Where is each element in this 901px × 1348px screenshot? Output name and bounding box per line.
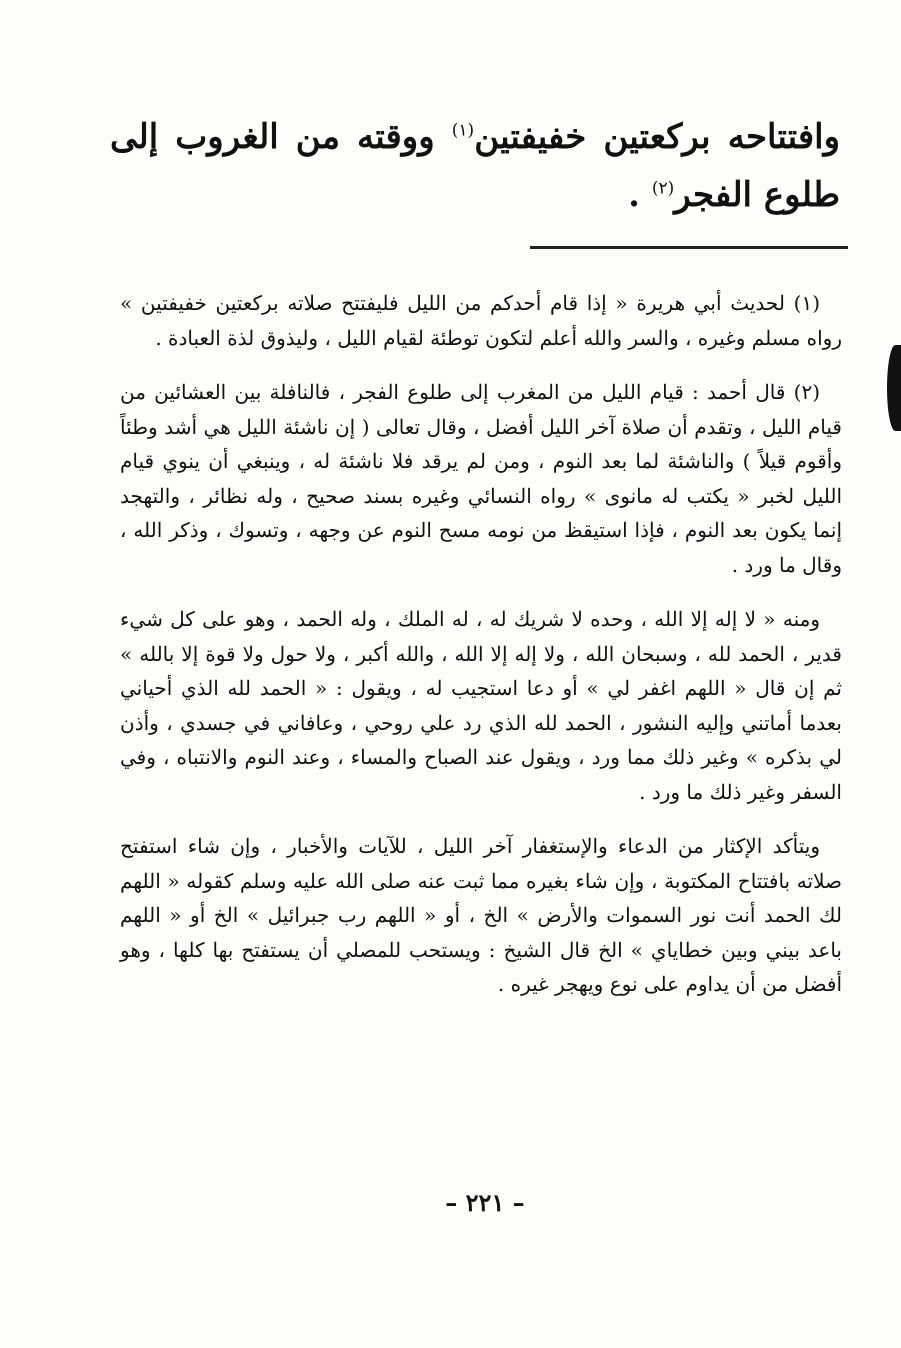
footnote-ref-2: (٢) (651, 178, 675, 199)
footnote-1: (١) لحديث أبي هريرة « إذا قام أحدكم من الليل فليفتتح صلاته بركعتين خفيفتين » رواه مسلم وغيره ، والسر والله أعلم لتكون توطئة لقيام الليل ، وليذوق لذة العبادة . (120, 291, 842, 350)
binding-mark (887, 345, 901, 431)
footnote-ref-1: (١) (451, 120, 475, 141)
main-text-part-2: ووقته من الغروب إلى طلوع الفجر (110, 117, 840, 215)
main-text-part-1: وافتتاحه بركعتين خفيفتين (474, 117, 840, 157)
footnote-paragraph-3: ومنه « لا إله إلا الله ، وحده لا شريك له ، له الملك ، وله الحمد ، وهو على كل شيء قدير ، الحمد لله ، وسبحان الله ، ولا إله إلا الله ، والله أكبر ، ولا حول ولا قوة إلا بالله » ثم إن قال « اللهم اغفر لي » أو دعا استجيب له ، ويقول : « الحمد لله الذي أحياني بعدما أماتني وإليه النشور ، الحمد لله الذي رد علي روحي ، وعافاني في جسدي ، وأذن لي بذكره » وغير ذلك مما ورد ، ويقول عند الصباح والمساء ، وعند النوم والانتباه ، وفي السفر وغير ذلك ما ورد . (120, 607, 842, 804)
footnote-2: (٢) قال أحمد : قيام الليل من المغرب إلى طلوع الفجر ، فالنافلة بين العشائين من قيام الليل ، وتقدم أن صلاة آخر الليل أفضل ، وقال تعالى ( إن ناشئة الليل هي أشد وطئاً وأقوم قيلاً ) والناشئة لما بعد النوم ، ومن لم يرقد فلا ناشئة له ، وينبغي أن ينوي قيام الليل لخبر « يكتب له مانوى » رواه النسائي وغيره بسند صحيح ، وله نظائر ، والتهجد إنما يكون بعد النوم ، فإذا استيقظ من نومه مسح النوم عن وجهه ، وتسوك ، وذكر الله ، وقال ما ورد . (120, 380, 842, 577)
main-text (110, 108, 840, 224)
main-paragraph (110, 108, 840, 224)
main-text-end: . (628, 175, 652, 215)
footnotes (120, 286, 842, 1022)
page-number: – ٢٢١ – (445, 1188, 525, 1217)
footnote-paragraph-4: ويتأكد الإكثار من الدعاء والإستغفار آخر الليل ، للآيات والأخبار ، وإن شاء استفتح صلاته بافتتاح المكتوبة ، وإن شاء بغيره مما ثبت عنه صلى الله عليه وسلم كقوله « اللهم لك الحمد أنت نور السموات والأرض » الخ ، أو « اللهم رب جبرائيل » الخ أو « اللهم باعد بيني وبين خطاياي » الخ قال الشيخ : ويستحب للمصلي أن يستفتح بها كلها ، وهو أفضل من أن يداوم على نوع ويهجر غيره . (120, 834, 842, 996)
footnote-separator (530, 246, 848, 249)
